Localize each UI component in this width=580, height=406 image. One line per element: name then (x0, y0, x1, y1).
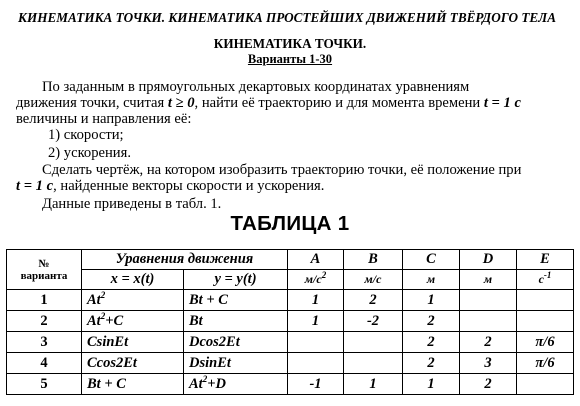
equation-x: CsinEt (82, 332, 184, 353)
header-a: A (288, 250, 344, 270)
value-b: 1 (344, 374, 403, 395)
equation-x: Bt + C (82, 374, 184, 395)
variant-number: 4 (7, 353, 82, 374)
unit-c: м (403, 270, 460, 290)
header-x: x = x(t) (82, 270, 184, 290)
value-b: -2 (344, 311, 403, 332)
value-d: 2 (460, 332, 517, 353)
equation-x: Ccos2Et (82, 353, 184, 374)
drawing-paragraph: Сделать чертёж, на котором изобразить траекторию точки, её положение при t = 1 с, найденные векторы скорости и ускорения. (16, 162, 522, 194)
table-row (7, 290, 574, 311)
equation-y: Bt + C (184, 290, 288, 311)
table-row (7, 374, 574, 395)
variant-number: 2 (7, 311, 82, 332)
value-e (517, 290, 574, 311)
list-item-acceleration: 2) ускорения. (48, 145, 131, 161)
variant-number: 1 (7, 290, 82, 311)
equation-y: Bt (184, 311, 288, 332)
value-c: 1 (403, 290, 460, 311)
list-item-velocity: 1) скорости; (48, 127, 124, 143)
value-a: 1 (288, 290, 344, 311)
table-title: ТАБЛИЦА 1 (230, 212, 350, 235)
value-a: 1 (288, 311, 344, 332)
value-e (517, 311, 574, 332)
variant-number: 5 (7, 374, 82, 395)
header-e: E (517, 250, 574, 270)
document-heading: КИНЕМАТИКА ТОЧКИ. КИНЕМАТИКА ПРОСТЕЙШИХ ДВИЖЕНИЙ ТВЁРДОГО ТЕЛА (18, 10, 557, 25)
value-c: 1 (403, 374, 460, 395)
equation-y: $At^2+D$ (184, 374, 288, 395)
table-row (7, 353, 574, 374)
section-title: КИНЕМАТИКА ТОЧКИ. (213, 36, 367, 51)
unit-e: $с^{-1}$ (517, 270, 574, 290)
data-table (6, 249, 574, 395)
table-header-row (7, 250, 574, 270)
value-a: -1 (288, 374, 344, 395)
value-d: 3 (460, 353, 517, 374)
value-a (288, 353, 344, 374)
equation-x: $At^2+C$ (82, 311, 184, 332)
value-d (460, 311, 517, 332)
value-d: 2 (460, 374, 517, 395)
value-e (517, 374, 574, 395)
header-variant-number: № варианта (7, 250, 82, 290)
value-b (344, 332, 403, 353)
variant-number: 3 (7, 332, 82, 353)
header-b: B (344, 250, 403, 270)
value-c: 2 (403, 332, 460, 353)
table-row (7, 332, 574, 353)
equation-y: DsinEt (184, 353, 288, 374)
header-c: C (403, 250, 460, 270)
task-paragraph: По заданным в прямоугольных декартовых координатах уравнениям движения точки, считая t ≥ 0, найти её траекторию и для момента времени t = 1 с величины и направления её: (16, 79, 521, 127)
unit-a: $м/с^2$ (288, 270, 344, 290)
header-y: y = y(t) (184, 270, 288, 290)
value-e: π/6 (517, 353, 574, 374)
variants-label: Варианты 1-30 (247, 52, 333, 66)
header-d: D (460, 250, 517, 270)
value-b: 2 (344, 290, 403, 311)
unit-d: м (460, 270, 517, 290)
equation-y: Dcos2Et (184, 332, 288, 353)
value-a (288, 332, 344, 353)
unit-b: м/с (344, 270, 403, 290)
header-equations: Уравнения движения (82, 250, 288, 270)
value-b (344, 353, 403, 374)
value-c: 2 (403, 311, 460, 332)
data-note: Данные приведены в табл. 1. (42, 196, 222, 212)
value-e: π/6 (517, 332, 574, 353)
table-subheader-row (7, 270, 574, 290)
value-d (460, 290, 517, 311)
value-c: 2 (403, 353, 460, 374)
table-row (7, 311, 574, 332)
equation-x: At$^2$ (82, 290, 184, 311)
